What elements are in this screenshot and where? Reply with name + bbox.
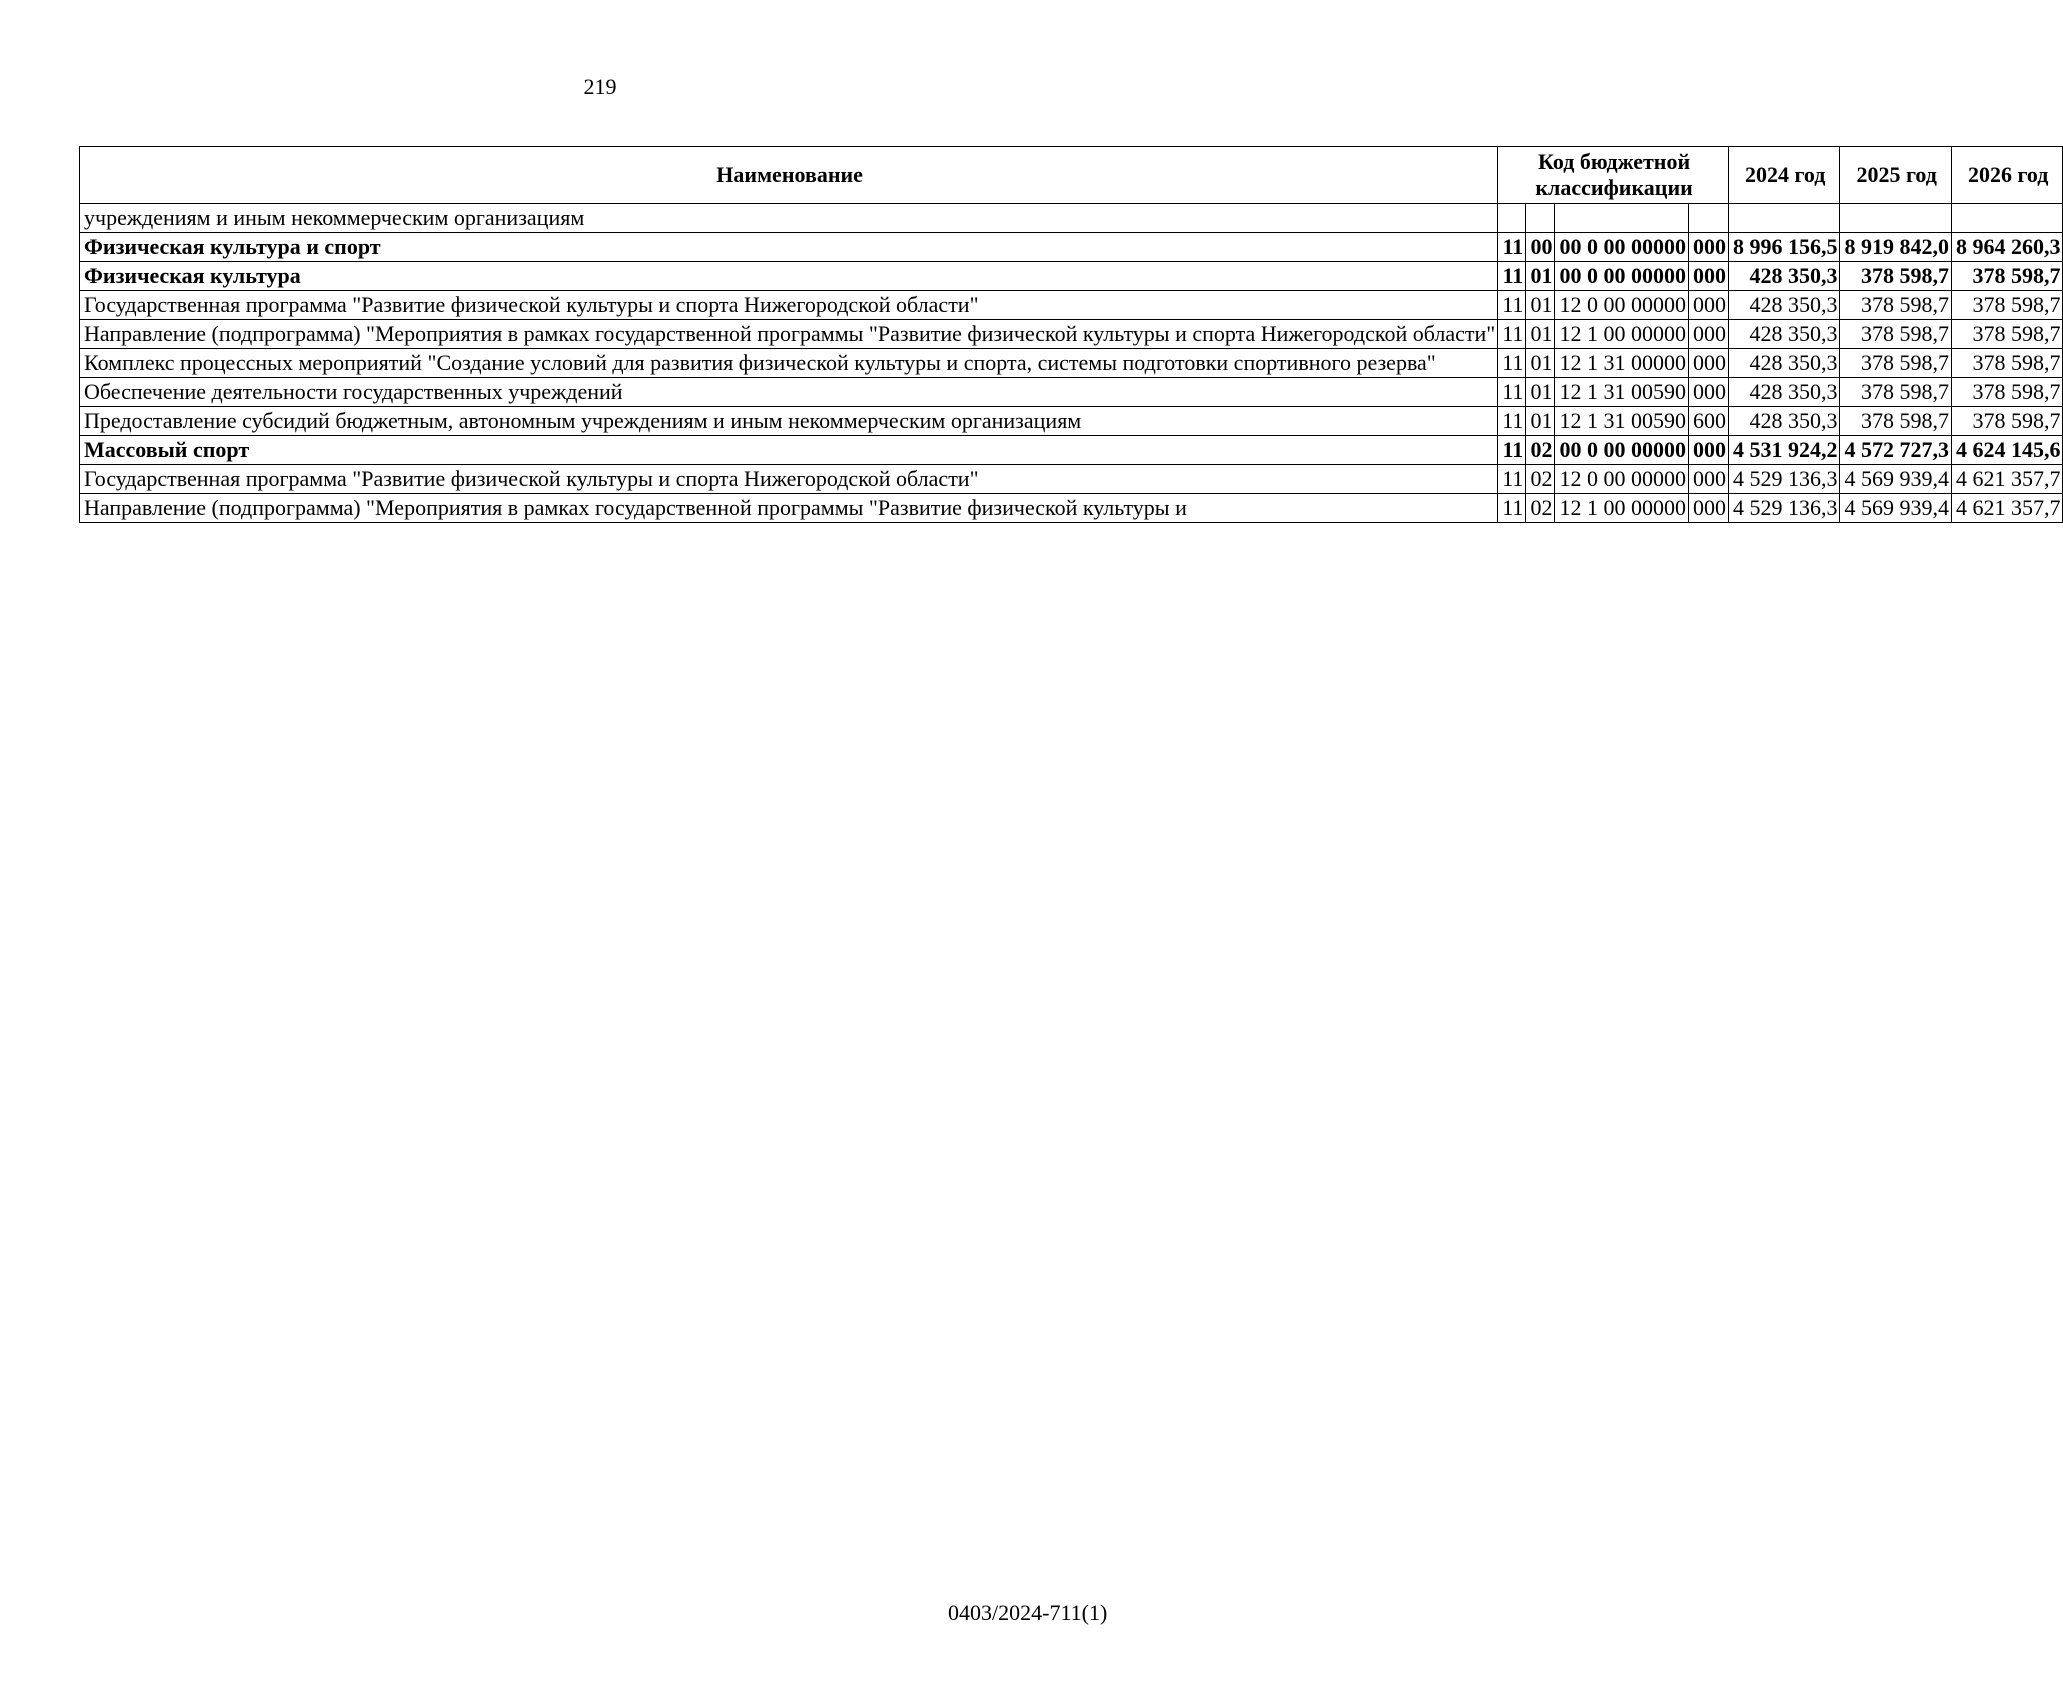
row-name: Направление (подпрограмма) "Мероприятия в рамках государственной программы "Развитие физической культуры и — [80, 494, 1498, 523]
row-expense-type: 000 — [1688, 320, 1728, 349]
table-row — [80, 378, 2063, 407]
row-value-2024: 428 350,3 — [1728, 291, 1840, 320]
row-name: Государственная программа "Развитие физической культуры и спорта Нижегородской области" — [80, 465, 1498, 494]
row-value-2026: 378 598,7 — [1951, 291, 2063, 320]
row-name: Направление (подпрограмма) "Мероприятия в рамках государственной программы "Развитие физической культуры и спорта Нижегородской области" — [80, 320, 1498, 349]
row-value-2024: 4 529 136,3 — [1728, 494, 1840, 523]
row-value-2025: 4 569 939,4 — [1840, 465, 1952, 494]
row-value-2025: 4 569 939,4 — [1840, 494, 1952, 523]
row-target-article: 12 0 00 00000 — [1555, 291, 1689, 320]
row-section: 11 — [1498, 291, 1526, 320]
row-subsection: 01 — [1526, 378, 1555, 407]
row-value-2025: 378 598,7 — [1840, 407, 1952, 436]
row-subsection — [1526, 204, 1555, 233]
row-value-2024: 4 531 924,2 — [1728, 436, 1840, 465]
table-row — [80, 436, 2063, 465]
row-target-article: 00 0 00 00000 — [1555, 233, 1689, 262]
header-2024: 2024 год — [1728, 147, 1840, 204]
table-row — [80, 320, 2063, 349]
row-value-2026: 378 598,7 — [1951, 320, 2063, 349]
row-expense-type: 000 — [1688, 494, 1728, 523]
row-subsection: 02 — [1526, 436, 1555, 465]
row-name: Обеспечение деятельности государственных учреждений — [80, 378, 1498, 407]
row-target-article: 00 0 00 00000 — [1555, 262, 1689, 291]
row-expense-type: 000 — [1688, 349, 1728, 378]
row-expense-type: 600 — [1688, 407, 1728, 436]
row-name: Физическая культура — [80, 262, 1498, 291]
row-subsection: 02 — [1526, 494, 1555, 523]
row-value-2026: 4 621 357,7 — [1951, 465, 2063, 494]
row-name: Предоставление субсидий бюджетным, автономным учреждениям и иным некоммерческим организациям — [80, 407, 1498, 436]
row-expense-type: 000 — [1688, 436, 1728, 465]
row-value-2024 — [1728, 204, 1840, 233]
row-subsection: 00 — [1526, 233, 1555, 262]
row-target-article: 12 1 00 00000 — [1555, 494, 1689, 523]
row-target-article — [1555, 204, 1689, 233]
table-row — [80, 233, 2063, 262]
row-value-2026: 378 598,7 — [1951, 407, 2063, 436]
row-section: 11 — [1498, 233, 1526, 262]
row-value-2026: 4 624 145,6 — [1951, 436, 2063, 465]
page-number: 219 — [583, 74, 617, 99]
row-expense-type: 000 — [1688, 465, 1728, 494]
header-code: Код бюджетной классификации — [1498, 147, 1729, 204]
row-name: Комплекс процессных мероприятий "Создание условий для развития физической культуры и спорта, системы подготовки спортивного резерва" — [80, 349, 1498, 378]
row-name: Государственная программа "Развитие физической культуры и спорта Нижегородской области" — [80, 291, 1498, 320]
row-expense-type — [1688, 204, 1728, 233]
row-subsection: 01 — [1526, 349, 1555, 378]
row-expense-type: 000 — [1688, 291, 1728, 320]
table-row — [80, 291, 2063, 320]
row-value-2025: 378 598,7 — [1840, 262, 1952, 291]
row-section: 11 — [1498, 378, 1526, 407]
row-value-2024: 428 350,3 — [1728, 378, 1840, 407]
row-target-article: 12 1 00 00000 — [1555, 320, 1689, 349]
row-value-2024: 8 996 156,5 — [1728, 233, 1840, 262]
row-value-2025 — [1840, 204, 1952, 233]
row-subsection: 01 — [1526, 320, 1555, 349]
row-subsection: 01 — [1526, 407, 1555, 436]
row-name: Массовый спорт — [80, 436, 1498, 465]
table-row — [80, 465, 2063, 494]
row-value-2026: 4 621 357,7 — [1951, 494, 2063, 523]
row-target-article: 12 1 31 00590 — [1555, 378, 1689, 407]
row-value-2026: 8 964 260,3 — [1951, 233, 2063, 262]
row-expense-type: 000 — [1688, 233, 1728, 262]
row-target-article: 00 0 00 00000 — [1555, 436, 1689, 465]
row-value-2025: 8 919 842,0 — [1840, 233, 1952, 262]
row-name: учреждениям и иным некоммерческим организациям — [80, 204, 1498, 233]
header-2026: 2026 год — [1951, 147, 2063, 204]
row-section: 11 — [1498, 349, 1526, 378]
table-row — [80, 349, 2063, 378]
row-value-2026: 378 598,7 — [1951, 262, 2063, 291]
row-target-article: 12 1 31 00000 — [1555, 349, 1689, 378]
row-value-2026: 378 598,7 — [1951, 349, 2063, 378]
row-value-2024: 4 529 136,3 — [1728, 465, 1840, 494]
header-2025: 2025 год — [1840, 147, 1952, 204]
row-target-article: 12 1 31 00590 — [1555, 407, 1689, 436]
row-section: 11 — [1498, 494, 1526, 523]
row-subsection: 02 — [1526, 465, 1555, 494]
row-expense-type: 000 — [1688, 262, 1728, 291]
row-value-2025: 378 598,7 — [1840, 378, 1952, 407]
row-section: 11 — [1498, 320, 1526, 349]
table-row — [80, 262, 2063, 291]
budget-table — [79, 146, 2063, 523]
row-expense-type: 000 — [1688, 378, 1728, 407]
header-name: Наименование — [80, 147, 1498, 204]
row-value-2026: 378 598,7 — [1951, 378, 2063, 407]
row-section: 11 — [1498, 262, 1526, 291]
table-row — [80, 204, 2063, 233]
row-section — [1498, 204, 1526, 233]
row-value-2024: 428 350,3 — [1728, 262, 1840, 291]
document-code: 0403/2024-711(1) — [948, 1600, 1108, 1625]
row-value-2024: 428 350,3 — [1728, 407, 1840, 436]
table-row — [80, 407, 2063, 436]
row-value-2025: 4 572 727,3 — [1840, 436, 1952, 465]
row-subsection: 01 — [1526, 291, 1555, 320]
row-value-2026 — [1951, 204, 2063, 233]
row-value-2025: 378 598,7 — [1840, 320, 1952, 349]
row-section: 11 — [1498, 436, 1526, 465]
row-section: 11 — [1498, 465, 1526, 494]
row-value-2024: 428 350,3 — [1728, 349, 1840, 378]
row-value-2025: 378 598,7 — [1840, 349, 1952, 378]
row-target-article: 12 0 00 00000 — [1555, 465, 1689, 494]
row-value-2024: 428 350,3 — [1728, 320, 1840, 349]
row-section: 11 — [1498, 407, 1526, 436]
row-value-2025: 378 598,7 — [1840, 291, 1952, 320]
row-name: Физическая культура и спорт — [80, 233, 1498, 262]
table-header-row — [80, 147, 2063, 204]
table-row — [80, 494, 2063, 523]
row-subsection: 01 — [1526, 262, 1555, 291]
